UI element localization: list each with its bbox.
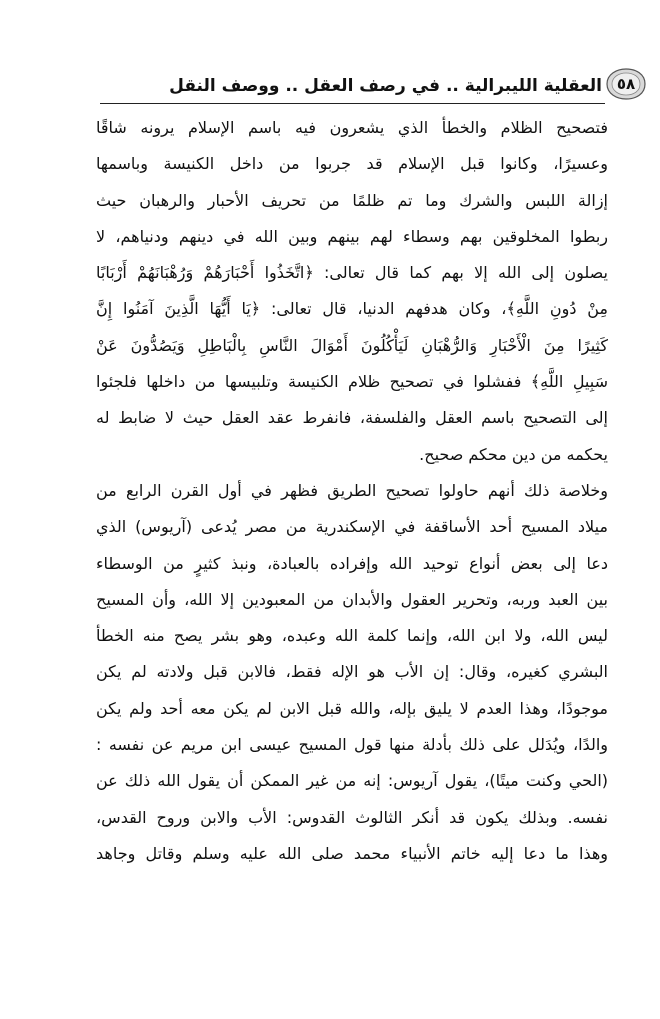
text-line: إلى التصحيح باسم العقل والفلسفة، فانفرط عقد العقل حيث لا ضابط له bbox=[96, 408, 608, 428]
text-line: نفسه. وبذلك يكون قد أنكر الثالوث القدوس: الأب والابن وروح القدس، bbox=[96, 807, 608, 827]
body-text bbox=[96, 110, 608, 872]
text-line: (الحي وكنت ميتًا)، يقول آريوس: إنه من غير الممكن أن يقول الله ذلك عن bbox=[96, 771, 608, 791]
text-line: يصلون إلى الله إلا بهم كما قال تعالى: ﴿اتَّخَذُوا أَحْبَارَهُمْ وَرُهْبَانَهُمْ أَرْبَابًا bbox=[96, 263, 608, 283]
text-line: كَثِيرًا مِنَ الْأَحْبَارِ وَالرُّهْبَانِ لَيَأْكُلُونَ أَمْوَالَ النَّاسِ بِالْبَاطِلِ وَيَصُدُّونَ عَنْ bbox=[96, 335, 608, 355]
text-line: إزالة اللبس والشرك وما تم ظلمًا من تحريف الأحبار والرهبان حيث bbox=[96, 190, 608, 210]
text-line: وخلاصة ذلك أنهم حاولوا تصحيح الطريق فظهر في أول القرن الرابع من bbox=[96, 480, 608, 500]
page-number: ٥٨ bbox=[616, 75, 636, 93]
page-header bbox=[169, 66, 602, 106]
text-line: وعسيرًا، وكانوا قبل الإسلام قد جربوا من داخل الكنيسة وباسمها bbox=[96, 154, 608, 174]
text-line: البشري كغيره، وقال: إن الأب هو الإله فقط، فالابن قبل ولادته لم يكن bbox=[96, 662, 608, 682]
text-line: سَبِيلِ اللَّهِ﴾ ففشلوا في تصحيح ظلام الكنيسة وتلبيسها من داخلها فلجئوا bbox=[96, 372, 608, 392]
text-line: دعا إلى بعض أنواع توحيد الله وإفراده بالعبادة، ونبذ كثيرٍ من الوسطاء bbox=[96, 553, 608, 573]
text-line: والدًا، ويُدَلل على ذلك بأدلة منها قول المسيح عيسى ابن مريم عن نفسه : bbox=[96, 735, 608, 755]
header-divider bbox=[100, 103, 605, 104]
text-line: يحكمه من دين محكم صحيح. bbox=[419, 444, 608, 464]
text-line: مِنْ دُونِ اللَّهِ﴾، وكان هدفهم الدنيا، قال تعالى: ﴿يَا أَيُّهَا الَّذِينَ آمَنُوا إِنَّ bbox=[96, 299, 608, 319]
text-line: موجودًا، وهذا العدم لا يليق بإله، والله قبل الابن لم يكن معه أحد ولم يكن bbox=[96, 698, 608, 718]
running-title: العقلية الليبرالية .. في رصف العقل .. ووصف النقل bbox=[169, 76, 602, 96]
text-line: وهذا ما دعا إليه خاتم الأنبياء محمد صلى الله عليه وسلم وقاتل وجاهد bbox=[96, 843, 608, 863]
page-number-badge bbox=[603, 66, 649, 102]
text-line: ميلاد المسيح أحد الأساقفة في الإسكندرية من مصر يُدعى (آريوس) الذي bbox=[96, 517, 608, 537]
text-line: ليس الله، ولا ابن الله، وإنما كلمة الله وعبده، وهو بشر يصح منه الخطأ bbox=[96, 626, 608, 646]
text-line: بين العبد وربه، وتحرير العقول والأبدان من المعبودين إلا الله، وأن المسيح bbox=[96, 589, 608, 609]
text-line: فتصحيح الظلام والخطأ الذي يشعرون فيه باسم الإسلام يرونه شاقًا bbox=[96, 118, 608, 137]
text-line: ربطوا المخلوقين بهم وسطاء لهم بينهم وبين الله في دينهم ودنياهم، لا bbox=[96, 226, 608, 246]
